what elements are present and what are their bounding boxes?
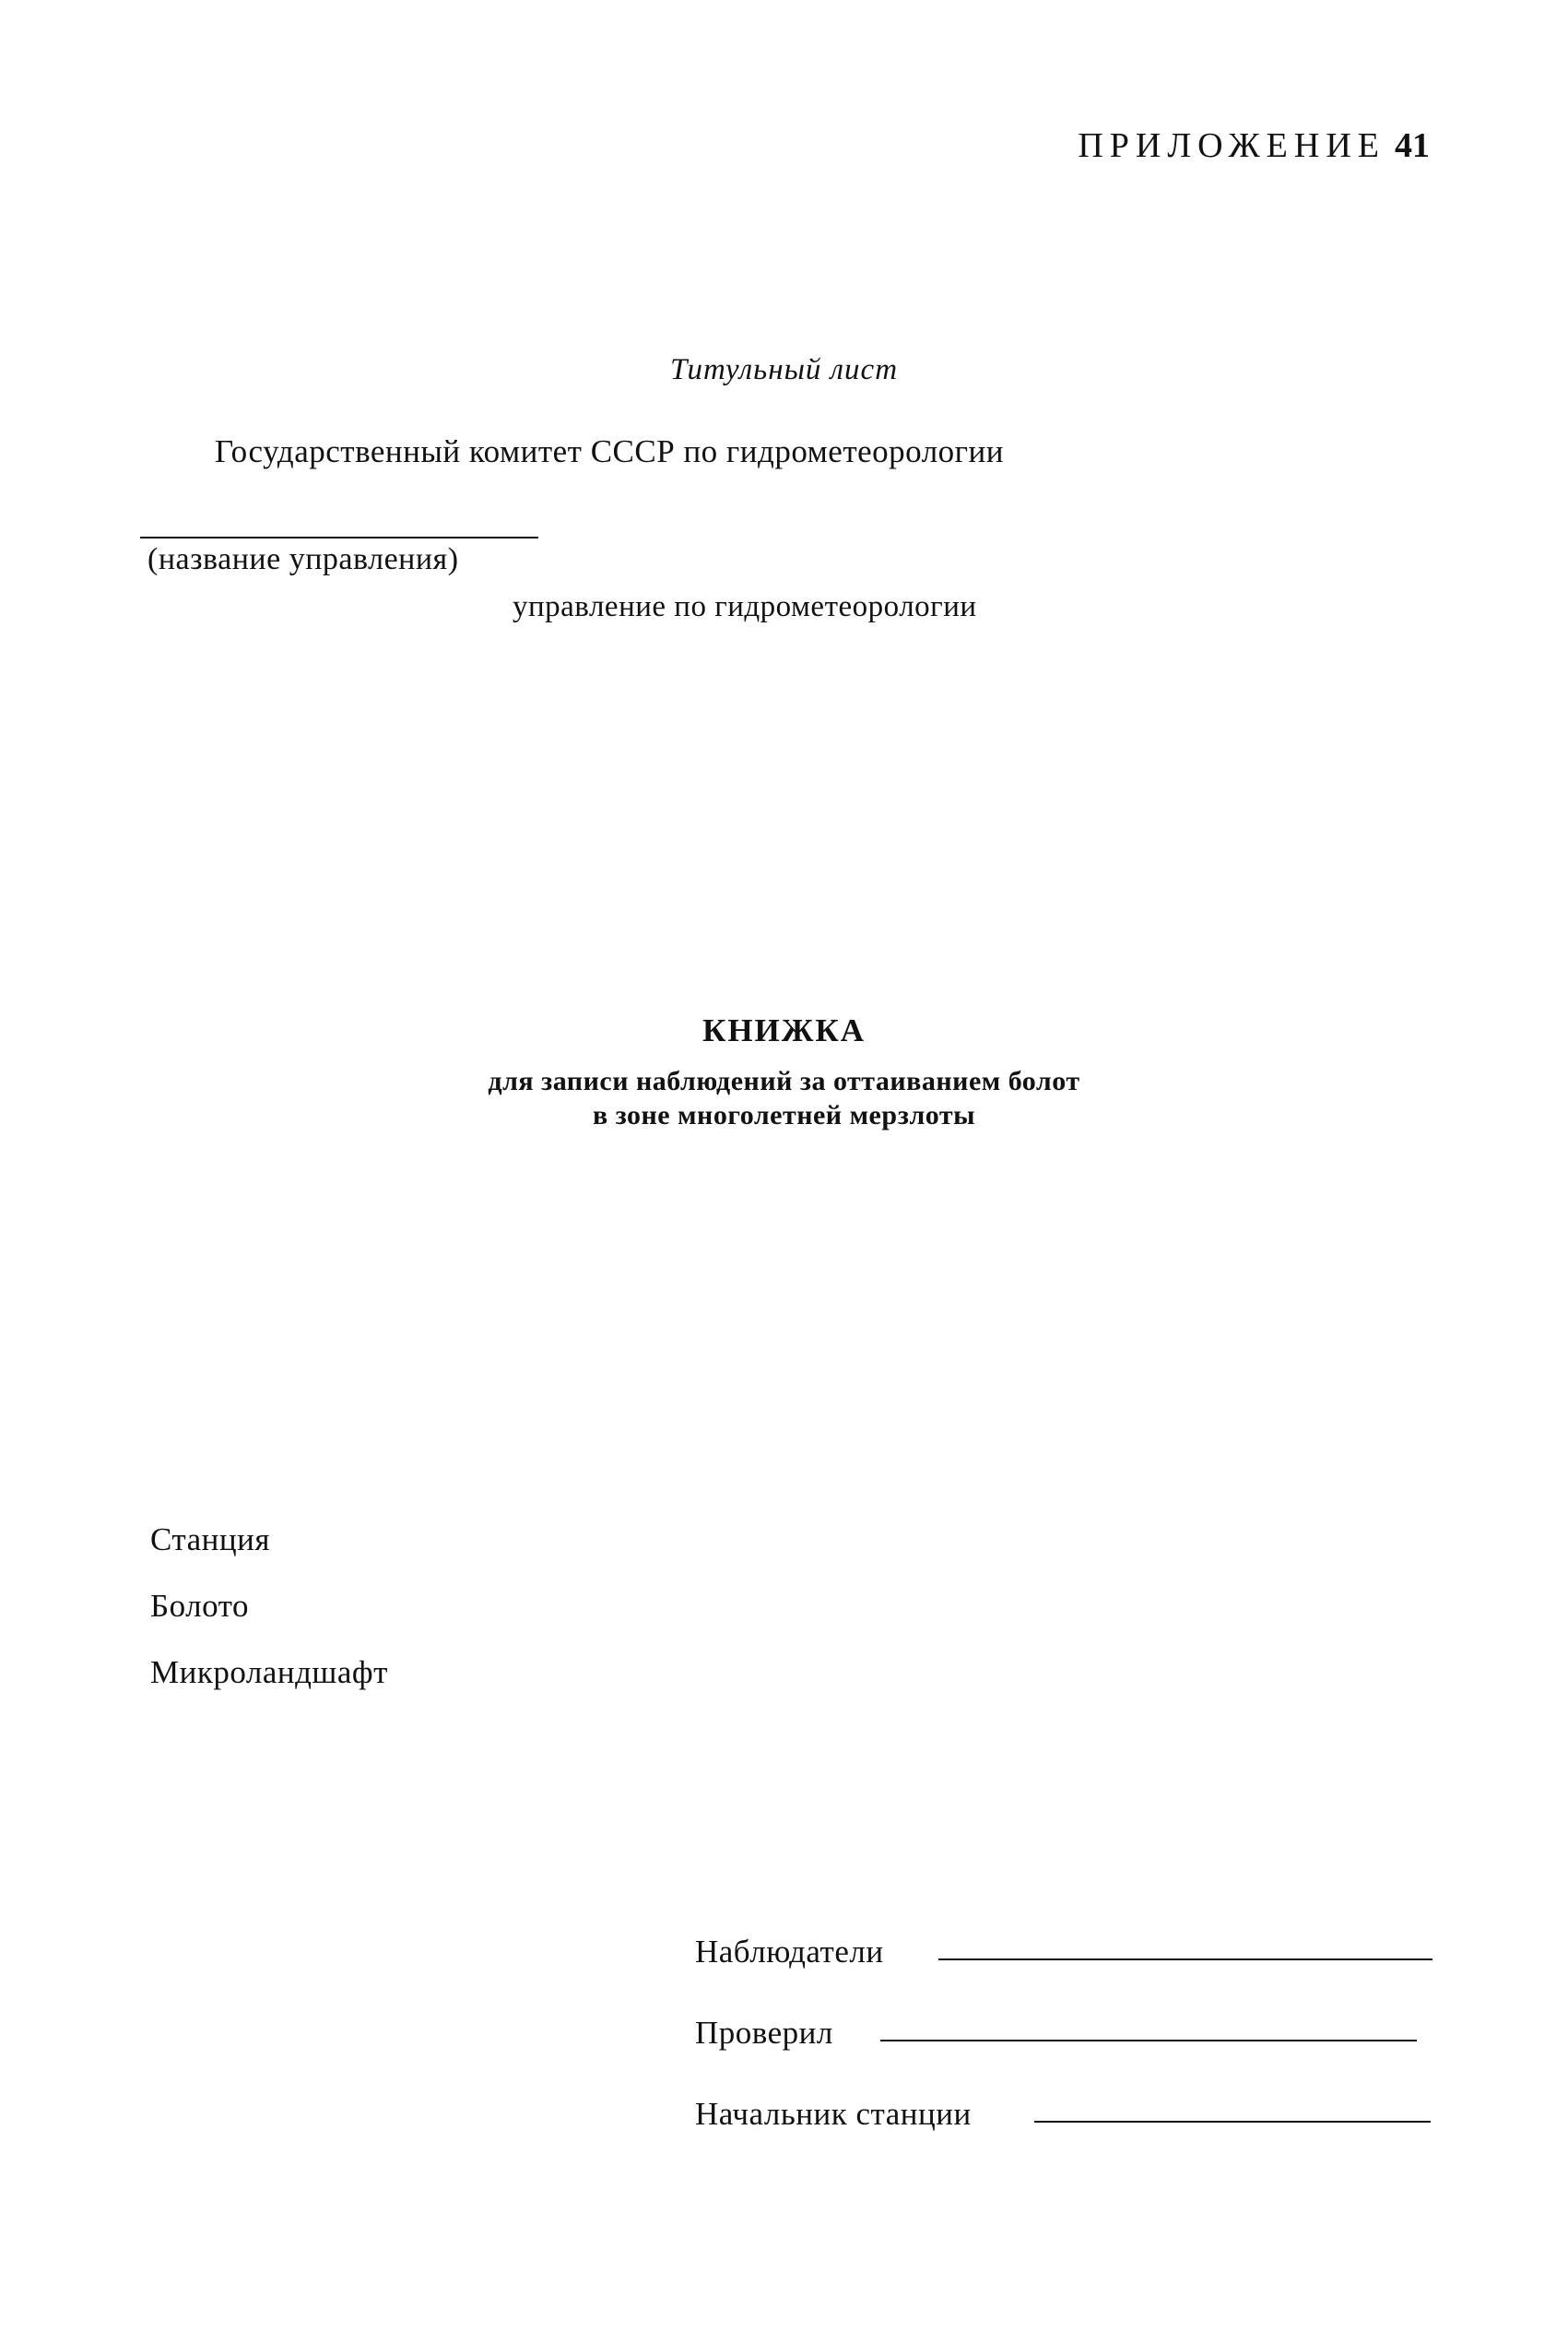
signature-station-head-label: Начальник станции	[695, 2096, 972, 2132]
title-sheet-label: Титульный лист	[669, 353, 899, 386]
committee-name: Государственный комитет СССР по гидрометеорологии	[215, 433, 1004, 469]
management-name-caption: (название управления)	[147, 542, 459, 576]
appendix-heading	[1078, 125, 1430, 166]
book-subtitle-line2: в зоне многолетней мерзлоты	[592, 1100, 976, 1130]
signature-observers-label: Наблюдатели	[695, 1934, 884, 1970]
signature-checked-line	[880, 2040, 1417, 2041]
field-station: Станция	[150, 1521, 270, 1557]
field-microlandscape: Микроландшафт	[150, 1654, 388, 1690]
book-subtitle-line1: для записи наблюдений за оттаиванием болот	[488, 1066, 1080, 1096]
management-office-label: управление по гидрометеорологии	[513, 590, 977, 623]
signature-station-head-line	[1034, 2121, 1431, 2123]
appendix-word: ПРИЛОЖЕНИЕ	[1078, 126, 1385, 165]
field-bog: Болото	[150, 1588, 249, 1624]
appendix-number: 41	[1395, 126, 1430, 165]
book-title: КНИЖКА	[701, 1012, 867, 1048]
signature-observers-line	[938, 1958, 1432, 1960]
management-name-line	[140, 537, 538, 538]
signature-checked-label: Проверил	[695, 2015, 833, 2051]
